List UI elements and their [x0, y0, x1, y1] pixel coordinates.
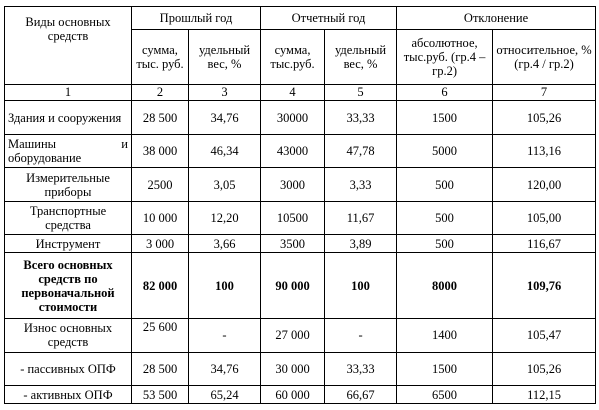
cell-prev-share: -	[189, 319, 261, 353]
cell-prev-share: 12,20	[189, 201, 261, 235]
cell-report-share: 33,33	[325, 101, 397, 135]
header-type-cell: Виды основных средств	[5, 7, 132, 85]
row-name: Машины и оборудование	[5, 134, 132, 168]
cell-prev-share: 3,05	[189, 168, 261, 202]
cell-rel-deviation: 113,16	[493, 134, 596, 168]
header-group-report-year: Отчетный год	[261, 7, 397, 30]
table-row-transport	[5, 201, 596, 235]
cell-prev-sum: 10 000	[132, 201, 189, 235]
column-number: 6	[397, 84, 493, 101]
cell-prev-sum: 3 000	[132, 235, 189, 253]
column-numbers-row	[5, 84, 596, 101]
subheader-abs-deviation: абсолютное, тыс.руб. (гр.4 – гр.2)	[397, 30, 493, 84]
table-row-passive-opf	[5, 352, 596, 386]
cell-abs-deviation: 8000	[397, 253, 493, 319]
cell-rel-deviation: 105,26	[493, 101, 596, 135]
cell-report-share: 3,33	[325, 168, 397, 202]
cell-prev-sum: 38 000	[132, 134, 189, 168]
cell-report-sum: 43000	[261, 134, 325, 168]
row-name: Измерительные приборы	[5, 168, 132, 202]
cell-rel-deviation: 105,26	[493, 352, 596, 386]
cell-rel-deviation: 120,00	[493, 168, 596, 202]
cell-prev-sum: 2500	[132, 168, 189, 202]
cell-report-share: 66,67	[325, 386, 397, 404]
cell-prev-share: 100	[189, 253, 261, 319]
cell-rel-deviation: 112,15	[493, 386, 596, 404]
cell-prev-sum: 82 000	[132, 253, 189, 319]
cell-report-share: 11,67	[325, 201, 397, 235]
cell-abs-deviation: 500	[397, 235, 493, 253]
cell-abs-deviation: 6500	[397, 386, 493, 404]
cell-rel-deviation: 109,76	[493, 253, 596, 319]
header-row-groups	[5, 7, 596, 30]
cell-abs-deviation: 5000	[397, 134, 493, 168]
header-group-deviation: Отклонение	[397, 7, 596, 30]
header-group-prev-year: Прошлый год	[132, 7, 261, 30]
table-row-tools	[5, 235, 596, 253]
table-row-buildings	[5, 101, 596, 135]
column-number: 3	[189, 84, 261, 101]
row-name: Транспортные средства	[5, 201, 132, 235]
row-name: - активных ОПФ	[5, 386, 132, 404]
cell-abs-deviation: 1500	[397, 101, 493, 135]
row-name: Инструмент	[5, 235, 132, 253]
table-row-machines	[5, 134, 596, 168]
cell-prev-sum: 25 600	[132, 319, 189, 353]
row-name: Износ основных средств	[5, 319, 132, 353]
cell-abs-deviation: 1500	[397, 352, 493, 386]
cell-prev-share: 46,34	[189, 134, 261, 168]
column-number: 5	[325, 84, 397, 101]
table-row-instruments	[5, 168, 596, 202]
cell-rel-deviation: 105,00	[493, 201, 596, 235]
cell-report-share: 33,33	[325, 352, 397, 386]
cell-report-sum: 30000	[261, 101, 325, 135]
cell-report-sum: 3500	[261, 235, 325, 253]
subheader-prev-sum: сумма, тыс. руб.	[132, 30, 189, 84]
cell-prev-sum: 28 500	[132, 352, 189, 386]
cell-rel-deviation: 105,47	[493, 319, 596, 353]
cell-report-sum: 3000	[261, 168, 325, 202]
row-name: - пассивных ОПФ	[5, 352, 132, 386]
column-number: 1	[5, 84, 132, 101]
table-row-total	[5, 253, 596, 319]
cell-abs-deviation: 500	[397, 168, 493, 202]
cell-abs-deviation: 1400	[397, 319, 493, 353]
subheader-rel-deviation: относительное, % (гр.4 / гр.2)	[493, 30, 596, 84]
cell-rel-deviation: 116,67	[493, 235, 596, 253]
subheader-prev-share: удельный вес, %	[189, 30, 261, 84]
cell-report-sum: 60 000	[261, 386, 325, 404]
cell-report-share: 47,78	[325, 134, 397, 168]
cell-prev-sum: 28 500	[132, 101, 189, 135]
fixed-assets-table	[4, 6, 596, 404]
subheader-report-share: удельный вес, %	[325, 30, 397, 84]
cell-prev-share: 34,76	[189, 101, 261, 135]
cell-report-share: 3,89	[325, 235, 397, 253]
column-number: 7	[493, 84, 596, 101]
cell-prev-sum: 53 500	[132, 386, 189, 404]
cell-prev-share: 65,24	[189, 386, 261, 404]
cell-report-sum: 10500	[261, 201, 325, 235]
cell-prev-share: 34,76	[189, 352, 261, 386]
row-name: Здания и сооружения	[5, 101, 132, 135]
cell-report-sum: 90 000	[261, 253, 325, 319]
cell-prev-share: 3,66	[189, 235, 261, 253]
table-row-depreciation	[5, 319, 596, 353]
cell-report-share: -	[325, 319, 397, 353]
row-name: Всего основных средств по первоначальной стоимости	[5, 253, 132, 319]
cell-report-sum: 27 000	[261, 319, 325, 353]
subheader-report-sum: сумма, тыс.руб.	[261, 30, 325, 84]
cell-report-sum: 30 000	[261, 352, 325, 386]
column-number: 4	[261, 84, 325, 101]
cell-abs-deviation: 500	[397, 201, 493, 235]
column-number: 2	[132, 84, 189, 101]
table-row-active-opf	[5, 386, 596, 404]
cell-report-share: 100	[325, 253, 397, 319]
